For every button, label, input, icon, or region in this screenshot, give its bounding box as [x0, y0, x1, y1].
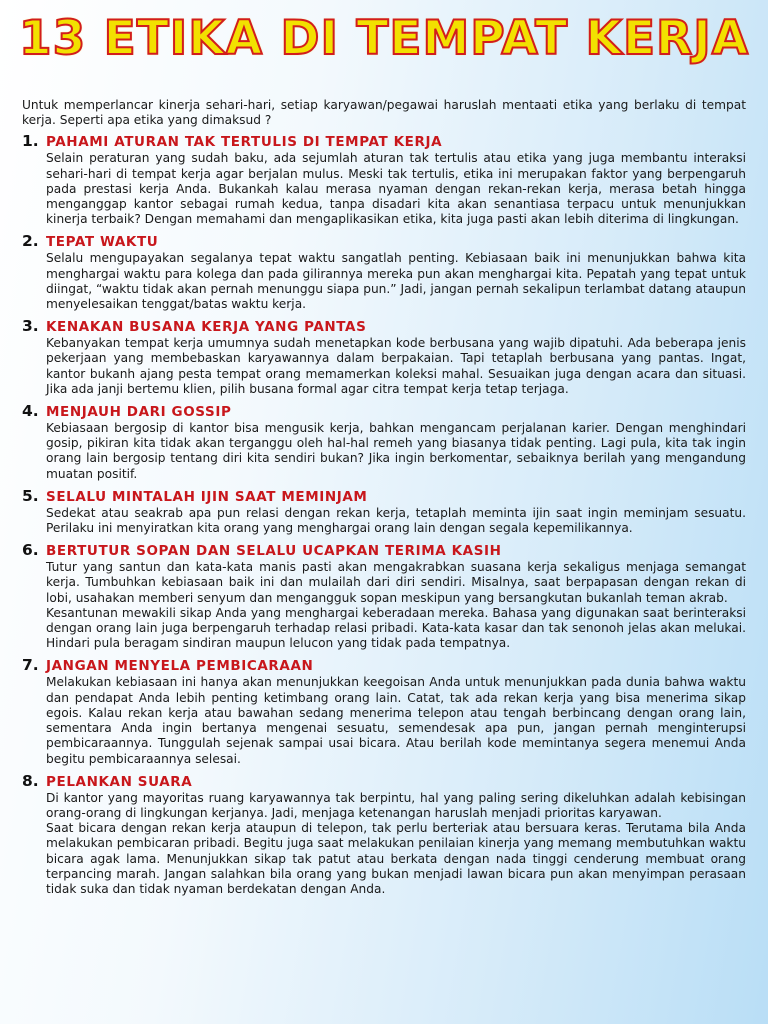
- section-heading: [22, 402, 746, 421]
- section-paragraph: Selain peraturan yang sudah baku, ada sejumlah aturan tak tertulis atau etika yang juga membantu interaksi sehari-hari di tempat kerja agar berjalan mulus. Meski tak tertulis, etika ini merupakan faktor yang berpengaruh pada prestasi kerja Anda. Bukankah kalau merasa nyaman dengan rekan-rekan kerja, merasa betah hingga menganggap kantor sebagai rumah kedua, tanpa disadari kita akan senantiasa terpacu untuk menunjukkan kinerja terbaik? Dengan memahami dan mengaplikasikan etika, kita juga pasti akan lebih diterima di lingkungan.: [46, 151, 746, 227]
- section-heading: [22, 487, 746, 506]
- section-3: [22, 317, 746, 397]
- section-paragraph: Di kantor yang mayoritas ruang karyawannya tak berpintu, hal yang paling sering dikeluhkan adalah kebisingan orang-orang di lingkungan kerjanya. Jadi, menjaga ketenangan haruslah menjadi prioritas karyawan.: [46, 790, 746, 820]
- section-number: 7.: [22, 656, 39, 675]
- section-heading: [22, 132, 746, 151]
- section-body: [46, 675, 746, 766]
- article-body: [22, 98, 746, 902]
- section-heading-text: TEPAT WAKTU: [46, 234, 159, 251]
- section-number: 5.: [22, 486, 39, 505]
- section-body: [46, 791, 746, 897]
- section-paragraph: Sedekat atau seakrab apa pun relasi dengan rekan kerja, tetaplah meminta ijin saat ingin meminjam sesuatu. Perilaku ini menyiratkan kita orang yang menghargai orang lain dengan segala kepemilikannya.: [46, 505, 746, 536]
- page-title: 13 ETIKA DI TEMPAT KERJA: [18, 11, 750, 66]
- section-paragraph: Tutur yang santun dan kata-kata manis pasti akan mengakrabkan suasana kerja sekaligus menjaga semangat kerja. Tumbuhkan kebiasaan baik ini dan mulailah dari diri sendiri. Misalnya, saat berpapasan dengan rekan di lobi, usahakan memberi senyum dan mengangguk sopan meskipun yang bersangkutan bukanlah teman akrab.: [46, 560, 746, 605]
- section-paragraph: Kesantunan mewakili sikap Anda yang menghargai keberadaan mereka. Bahasa yang digunakan saat berinteraksi dengan orang lain juga berpengaruh terhadap relasi pribadi. Kata-kata kasar dan tak senonoh jelas akan melukai. Hindari pula beragam sindiran maupun lelucon yang tidak pada tempatnya.: [46, 605, 746, 651]
- section-body: [46, 151, 746, 227]
- intro-paragraph: Untuk memperlancar kinerja sehari-hari, setiap karyawan/pegawai haruslah mentaati etika yang berlaku di tempat kerja. Seperti apa etika yang dimaksud ?: [22, 98, 746, 128]
- section-number: 6.: [22, 541, 39, 560]
- section-heading-text: PELANKAN SUARA: [46, 773, 193, 790]
- section-heading: [22, 656, 746, 675]
- section-body: [46, 251, 746, 312]
- section-list: [22, 132, 746, 897]
- section-number: 3.: [22, 317, 39, 336]
- section-heading: [22, 232, 746, 251]
- section-heading-text: PAHAMI ATURAN TAK TERTULIS DI TEMPAT KERJA: [46, 134, 443, 151]
- section-4: [22, 402, 746, 482]
- section-paragraph: Saat bicara dengan rekan kerja ataupun di telepon, tak perlu berteriak atau bersuara keras. Terutama bila Anda melakukan pembicaran pribadi. Begitu juga saat melakukan penilaian kinerja yang memang membutuhkan waktu bicara agak lama. Menunjukkan sikap tak patut atau berkata dengan nada tinggi cenderung membuat orang terpancing marah. Jangan salahkan bila orang yang bukan menjadi lawan bicara pun akan menyimpan perasaan tidak suka dan tidak nyaman berdekatan dengan Anda.: [46, 821, 746, 896]
- section-body: [46, 560, 746, 651]
- section-heading-text: JANGAN MENYELA PEMBICARAAN: [46, 658, 314, 675]
- section-heading-text: BERTUTUR SOPAN DAN SELALU UCAPKAN TERIMA KASIH: [46, 543, 502, 560]
- section-2: [22, 232, 746, 312]
- section-7: [22, 656, 746, 766]
- section-heading: [22, 541, 746, 560]
- section-heading-text: SELALU MINTALAH IJIN SAAT MEMINJAM: [46, 488, 368, 505]
- section-paragraph: Melakukan kebiasaan ini hanya akan menunjukkan keegoisan Anda untuk menunjukkan pada dunia bahwa waktu dan pendapat Anda lebih penting ketimbang orang lain. Catat, tak ada rekan kerja yang bisa menerima sikap egois. Kalau rekan kerja atau bawahan sedang menerima telepon atau tengah berbincang dengan orang lain, sementara Anda ingin bertanya mengenai sesuatu, semendesak apa pun, jangan pernah menginterupsi pembicaraannya. Tunggulah sejenak sampai usai bicara. Atau berilah kode memintanya segera menemui Anda begitu pembicaraannya selesai.: [46, 675, 746, 766]
- section-5: [22, 487, 746, 536]
- section-heading-text: KENAKAN BUSANA KERJA YANG PANTAS: [46, 319, 367, 336]
- section-8: [22, 772, 746, 897]
- section-body: [46, 421, 746, 482]
- section-number: 4.: [22, 402, 39, 421]
- section-body: [46, 336, 746, 397]
- section-number: 8.: [22, 771, 39, 790]
- section-heading: [22, 772, 746, 791]
- section-body: [46, 506, 746, 536]
- section-1: [22, 132, 746, 227]
- section-number: 1.: [22, 132, 39, 151]
- section-heading-text: MENJAUH DARI GOSSIP: [46, 404, 232, 421]
- section-paragraph: Selalu mengupayakan segalanya tepat waktu sangatlah penting. Kebiasaan baik ini menunjukkan bahwa kita menghargai waktu para kolega dan pada gilirannya mereka pun akan menghargai kita. Pepatah yang tepat untuk diingat, “waktu tidak akan pernah menunggu siapa pun.” Jadi, jangan pernah sekalipun terlambat datang ataupun menyelesaikan tenggat/batas waktu kerja.: [46, 251, 746, 312]
- section-paragraph: Kebiasaan bergosip di kantor bisa mengusik kerja, bahkan mengancam perjalanan karier. Dengan menghindari gosip, pikiran kita tidak akan terganggu oleh hal-hal remeh yang biasanya tidak penting. Lagi pula, kita tak ingin orang lain bergosip tentang diri kita sendiri bukan? Jika ingin berkomentar, sebaiknya berilah yang mengandung muatan positif.: [46, 421, 746, 481]
- section-paragraph: Kebanyakan tempat kerja umumnya sudah menetapkan kode berbusana yang wajib dipatuhi. Ada beberapa jenis pekerjaan yang membebaskan karyawannya dalam berpakaian. Tapi tetaplah berbusana yang pantas. Ingat, kantor bukanh ajang pesta tempat orang memamerkan koleksi mahal. Sesuaikan juga dengan acara dan situasi. Jika ada janji bertemu klien, pilih busana formal agar citra tempat kerja tetap terjaga.: [46, 336, 746, 396]
- section-heading: [22, 317, 746, 336]
- section-6: [22, 541, 746, 651]
- section-number: 2.: [22, 232, 39, 251]
